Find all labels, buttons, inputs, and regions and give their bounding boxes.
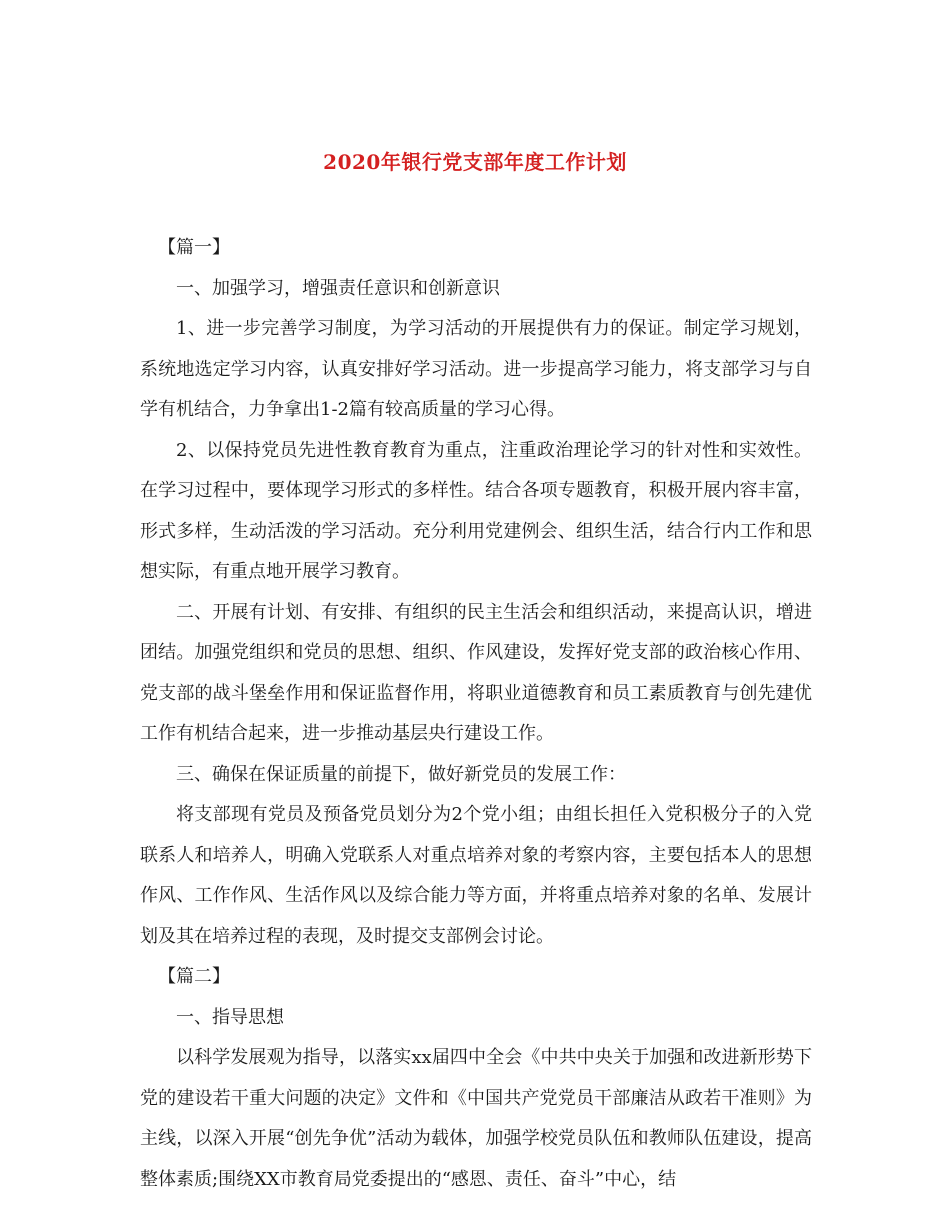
section-marker-2: 【篇二】: [158, 966, 230, 987]
paragraph-3: 二、开展有计划、有安排、有组织的民主生活会和组织活动，来提高认识，增进团结。加强党组织和党员的思想、组织、作风建设，发挥好党支部的政治核心作用、党支部的战斗堡垒作用和保证监督作用，将职业道德教育和员工素质教育与创先建优工作有机结合起来，进一步推动基层央行建设工作。: [140, 601, 812, 744]
heading-2: 三、确保在保证质量的前提下，做好新党员的发展工作：: [176, 763, 626, 785]
paragraph-5: 以科学发展观为指导，以落实xx届四中全会《中共中央关于加强和改进新形势下党的建设若干重大问题的决定》文件和《中国共产党党员干部廉洁从政若干准则》为主线，以深入开展“创先争优”活动为载体，加强学校党员队伍和教师队伍建设，提高整体素质;围绕XX市教育局党委提出的“感恩、责任、奋斗”中心，结: [140, 1047, 812, 1190]
paragraph-2: 2、以保持党员先进性教育教育为重点，注重政治理论学习的针对性和实效性。在学习过程中，要体现学习形式的多样性。结合各项专题教育，积极开展内容丰富，形式多样，生动活泼的学习活动。充分利用党建例会、组织生活，结合行内工作和思想实际，有重点地开展学习教育。: [140, 439, 812, 582]
document-body: [140, 228, 812, 1200]
document-title: 2020年银行党支部年度工作计划: [323, 150, 627, 174]
section-marker-1: 【篇一】: [158, 237, 230, 258]
paragraph-1: 1、进一步完善学习制度，为学习活动的开展提供有力的保证。制定学习规划，系统地选定学习内容，认真安排好学习活动。进一步提高学习能力，将支部学习与自学有机结合，力争拿出1-2篇有较高质量的学习心得。: [140, 318, 812, 420]
paragraph-4: 将支部现有党员及预备党员划分为2个党小组；由组长担任入党积极分子的入党联系人和培养人，明确入党联系人对重点培养对象的考察内容，主要包括本人的思想作风、工作作风、生活作风以及综合能力等方面，并将重点培养对象的名单、发展计划及其在培养过程的表现，及时提交支部例会讨论。: [140, 804, 812, 947]
heading-3: 一、指导思想: [176, 1006, 284, 1028]
heading-1: 一、加强学习，增强责任意识和创新意识: [176, 277, 500, 299]
